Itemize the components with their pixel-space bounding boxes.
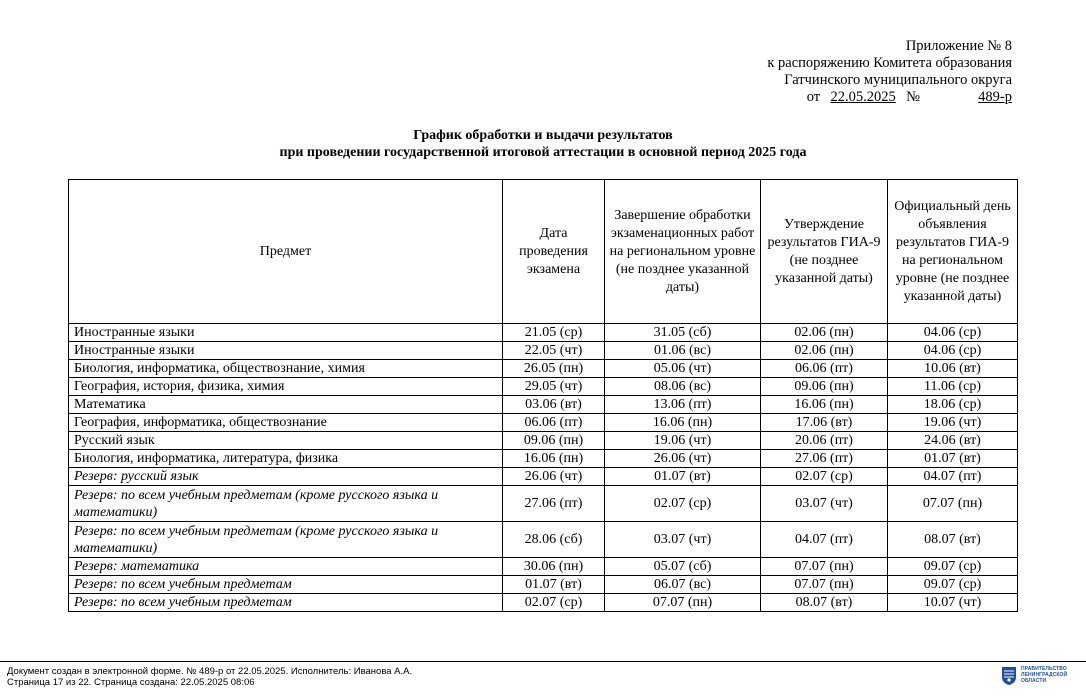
cell-announce: 08.07 (вт): [888, 522, 1018, 558]
cell-processing: 31.05 (сб): [605, 324, 761, 342]
cell-exam-date: 28.06 (сб): [503, 522, 605, 558]
cell-processing: 13.06 (пт): [605, 396, 761, 414]
cell-approval: 02.06 (пн): [761, 342, 888, 360]
cell-exam-date: 26.06 (чт): [503, 468, 605, 486]
document-footer: [0, 661, 1086, 700]
order-date: 22.05.2025: [830, 89, 896, 105]
cell-subject: Биология, информатика, обществознание, химия: [69, 360, 503, 378]
cell-announce: 09.07 (ср): [888, 576, 1018, 594]
table-row: [69, 450, 1018, 468]
title-line-2: при проведении государственной итоговой аттестации в основной период 2025 года: [279, 145, 807, 160]
table-row: [69, 558, 1018, 576]
title-line-1: График обработки и выдачи результатов: [413, 128, 673, 143]
cell-processing: 02.07 (ср): [605, 486, 761, 522]
table-row: [69, 576, 1018, 594]
table-row: [69, 486, 1018, 522]
cell-announce: 10.06 (вт): [888, 360, 1018, 378]
government-logo: [1001, 666, 1081, 692]
cell-exam-date: 09.06 (пн): [503, 432, 605, 450]
table-row: [69, 522, 1018, 558]
table-row: [69, 414, 1018, 432]
cell-subject: Резерв: математика: [69, 558, 503, 576]
cell-announce: 07.07 (пн): [888, 486, 1018, 522]
cell-processing: 16.06 (пн): [605, 414, 761, 432]
order-number: 489-р: [978, 89, 1012, 105]
table-row: [69, 432, 1018, 450]
cell-processing: 08.06 (вс): [605, 378, 761, 396]
cell-subject: Резерв: по всем учебным предметам: [69, 576, 503, 594]
cell-subject: Биология, информатика, литература, физика: [69, 450, 503, 468]
order-date-prefix: от: [806, 89, 821, 105]
cell-approval: 07.07 (пн): [761, 576, 888, 594]
cell-approval: 20.06 (пт): [761, 432, 888, 450]
cell-exam-date: 06.06 (пт): [503, 414, 605, 432]
cell-processing: 05.06 (чт): [605, 360, 761, 378]
header-approval: Утверждение результатов ГИА-9 (не позднее указанной даты): [761, 180, 888, 324]
cell-approval: 09.06 (пн): [761, 378, 888, 396]
cell-announce: 18.06 (ср): [888, 396, 1018, 414]
cell-announce: 09.07 (ср): [888, 558, 1018, 576]
cell-approval: 17.06 (вт): [761, 414, 888, 432]
cell-subject: Математика: [69, 396, 503, 414]
cell-announce: 04.06 (ср): [888, 342, 1018, 360]
cell-exam-date: 01.07 (вт): [503, 576, 605, 594]
cell-approval: 27.06 (пт): [761, 450, 888, 468]
footer-text: [7, 666, 412, 688]
cell-announce: 04.07 (пт): [888, 468, 1018, 486]
cell-approval: 16.06 (пн): [761, 396, 888, 414]
cell-approval: 07.07 (пн): [761, 558, 888, 576]
document-title: [0, 127, 1086, 161]
cell-announce: 04.06 (ср): [888, 324, 1018, 342]
cell-approval: 03.07 (чт): [761, 486, 888, 522]
cell-subject: Иностранные языки: [69, 324, 503, 342]
cell-exam-date: 21.05 (ср): [503, 324, 605, 342]
order-number-prefix: №: [906, 89, 920, 105]
cell-processing: 01.07 (вт): [605, 468, 761, 486]
cell-announce: 10.07 (чт): [888, 594, 1018, 612]
cell-processing: 07.07 (пн): [605, 594, 761, 612]
cell-approval: 02.06 (пн): [761, 324, 888, 342]
appendix-block: [672, 38, 1012, 106]
table-row: [69, 468, 1018, 486]
cell-announce: 01.07 (вт): [888, 450, 1018, 468]
schedule-table: [68, 179, 1018, 612]
cell-exam-date: 27.06 (пт): [503, 486, 605, 522]
table-row: [69, 360, 1018, 378]
cell-exam-date: 02.07 (ср): [503, 594, 605, 612]
cell-exam-date: 26.05 (пн): [503, 360, 605, 378]
cell-subject: Резерв: по всем учебным предметам (кроме русского языка и математики): [69, 486, 503, 522]
footer-line-2: Страница 17 из 22. Страница создана: 22.05.2025 08:06: [7, 677, 255, 688]
cell-exam-date: 29.05 (чт): [503, 378, 605, 396]
cell-processing: 06.07 (вс): [605, 576, 761, 594]
cell-subject: Русский язык: [69, 432, 503, 450]
appendix-line-3: Гатчинского муниципального округа: [784, 72, 1012, 88]
table-row: [69, 396, 1018, 414]
table-row: [69, 594, 1018, 612]
cell-subject: Резерв: русский язык: [69, 468, 503, 486]
cell-exam-date: 03.06 (вт): [503, 396, 605, 414]
appendix-line-2: к распоряжению Комитета образования: [767, 55, 1012, 71]
cell-subject: География, история, физика, химия: [69, 378, 503, 396]
header-announce: Официальный день объявления результатов ГИА-9 на региональном уровне (не позднее указанной даты): [888, 180, 1018, 324]
cell-processing: 03.07 (чт): [605, 522, 761, 558]
header-processing: Завершение обработки экзаменационных работ на региональном уровне (не позднее указанной даты): [605, 180, 761, 324]
cell-subject: Иностранные языки: [69, 342, 503, 360]
cell-exam-date: 22.05 (чт): [503, 342, 605, 360]
cell-approval: 04.07 (пт): [761, 522, 888, 558]
cell-announce: 19.06 (чт): [888, 414, 1018, 432]
table-header-row: [69, 180, 1018, 324]
header-subject: Предмет: [69, 180, 503, 324]
cell-subject: Резерв: по всем учебным предметам (кроме русского языка и математики): [69, 522, 503, 558]
cell-announce: 11.06 (ср): [888, 378, 1018, 396]
table-row: [69, 324, 1018, 342]
table-row: [69, 342, 1018, 360]
appendix-line-1: Приложение № 8: [905, 38, 1012, 54]
coat-of-arms-icon: [1001, 666, 1017, 686]
cell-exam-date: 30.06 (пн): [503, 558, 605, 576]
cell-processing: 26.06 (чт): [605, 450, 761, 468]
cell-processing: 05.07 (сб): [605, 558, 761, 576]
footer-line-1: Документ создан в электронной форме. № 489-р от 22.05.2025. Исполнитель: Иванова А.А.: [7, 666, 413, 677]
cell-subject: Резерв: по всем учебным предметам: [69, 594, 503, 612]
header-exam-date: Дата проведения экзамена: [503, 180, 605, 324]
cell-announce: 24.06 (вт): [888, 432, 1018, 450]
order-line: [672, 89, 1012, 106]
cell-processing: 01.06 (вс): [605, 342, 761, 360]
government-logo-text: ПРАВИТЕЛЬСТВО ЛЕНИНГРАДСКОЙ ОБЛАСТИ: [1021, 666, 1068, 684]
table-row: [69, 378, 1018, 396]
cell-approval: 08.07 (вт): [761, 594, 888, 612]
cell-processing: 19.06 (чт): [605, 432, 761, 450]
cell-approval: 02.07 (ср): [761, 468, 888, 486]
cell-exam-date: 16.06 (пн): [503, 450, 605, 468]
cell-approval: 06.06 (пт): [761, 360, 888, 378]
cell-subject: География, информатика, обществознание: [69, 414, 503, 432]
